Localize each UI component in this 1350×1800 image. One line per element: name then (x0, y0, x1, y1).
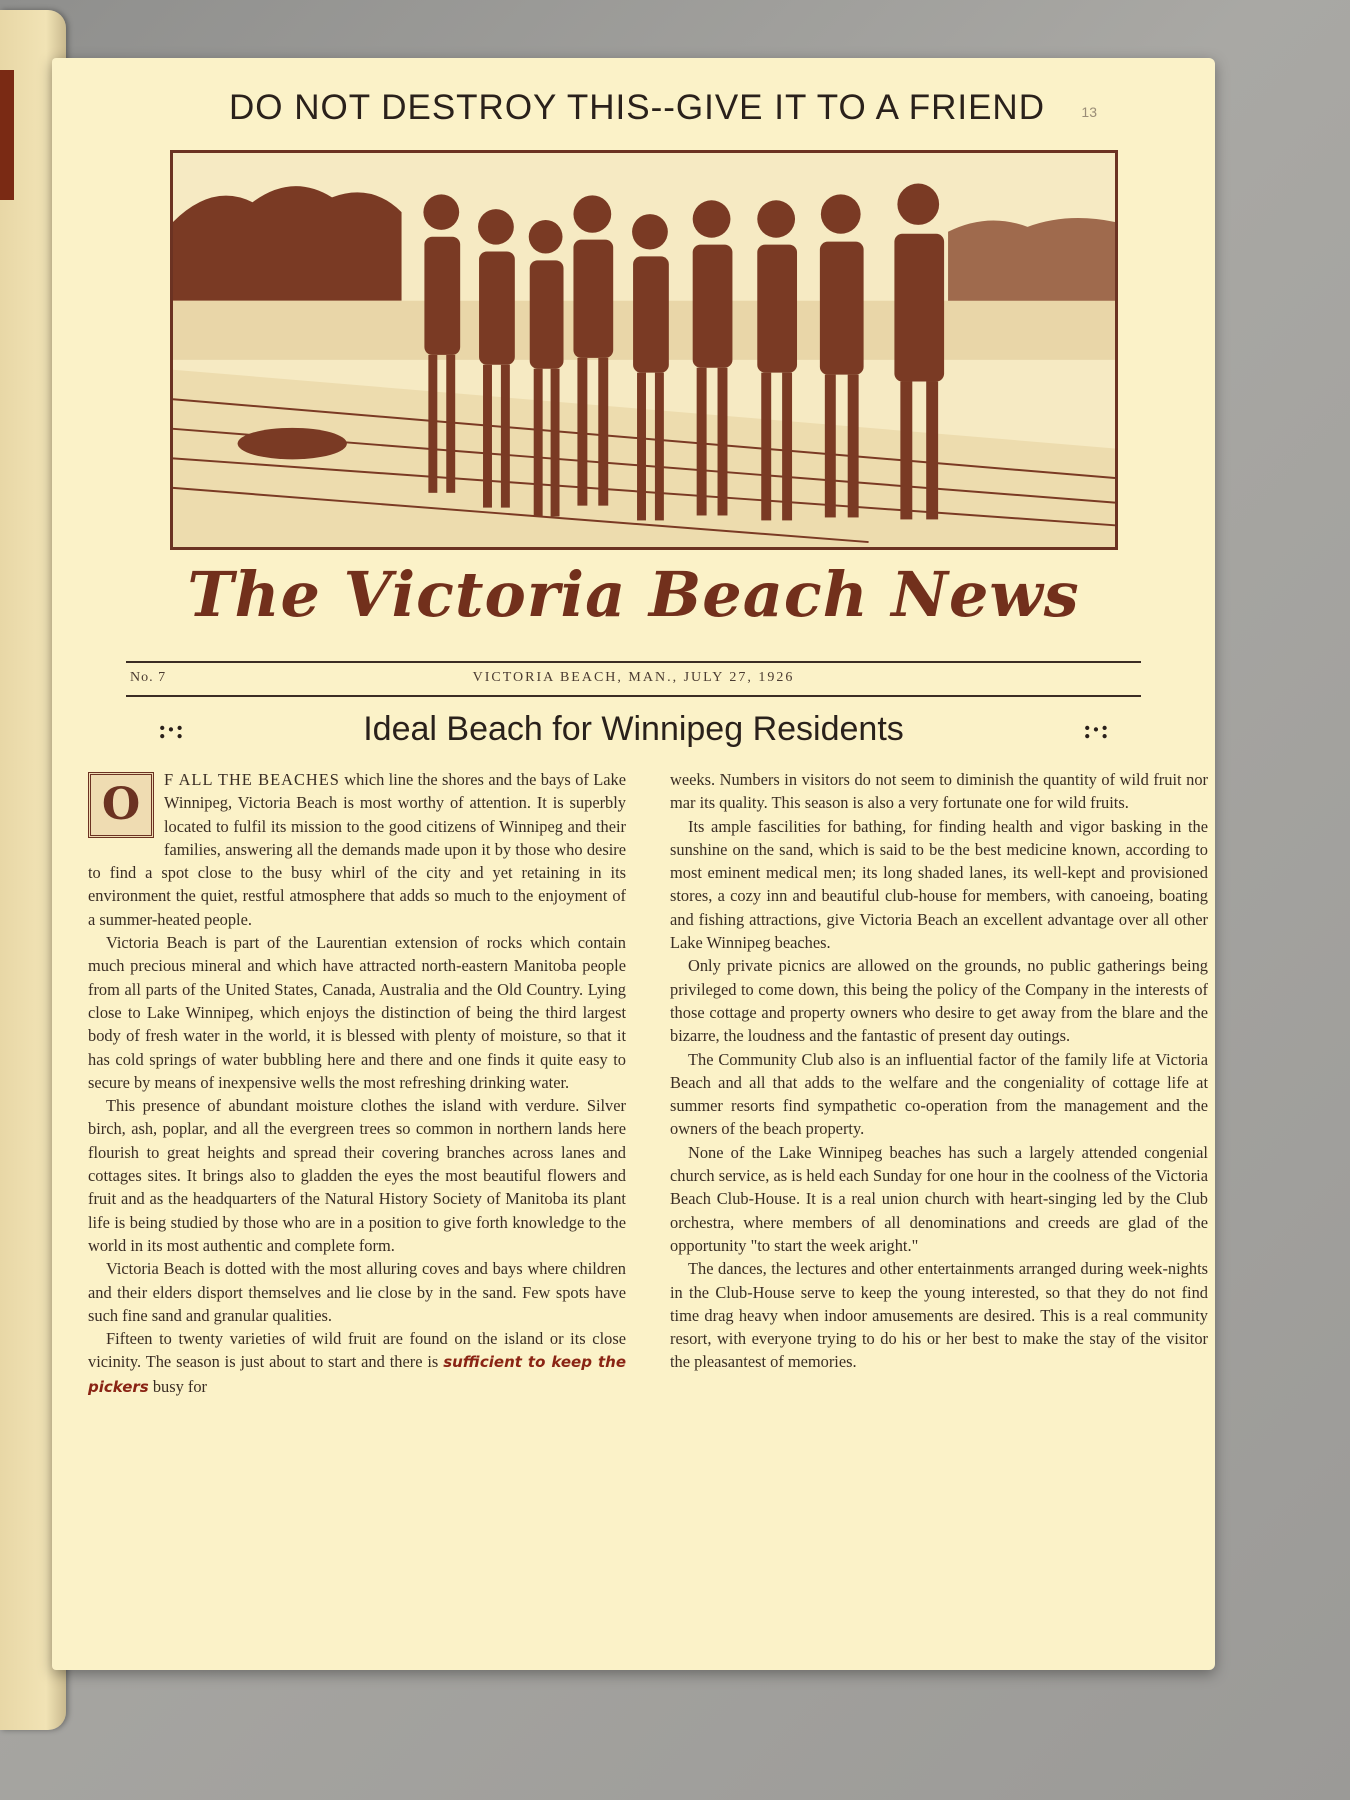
previous-page-print-fragment (0, 70, 14, 200)
masthead-rule-bottom (126, 695, 1141, 697)
drop-cap: O (88, 772, 154, 838)
lead-words: F ALL THE BEACHES (164, 770, 340, 789)
dateline: VICTORIA BEACH, MAN., JULY 27, 1926 (472, 670, 795, 685)
issue-number: No. 7 (130, 670, 167, 685)
article-paragraph: The Community Club also is an influential factor of the family life at Victoria Beach and all that adds to the welfare and the congeniality of cottage life at summer resorts find sympathetic co-operation from the management and the owners of the beach property. (670, 1049, 1208, 1139)
article-paragraph: O F ALL THE BEACHES which line the shores and the bays of Lake Winnipeg, Victoria Beach is most worthy of attention. It is superbly located to fulfil its mission to the good citizens of Winnipeg and their families, answering all the demands made upon it by those who desire to find a spot close to the busy whirl of the city and yet retaining in its environment the quiet, restful atmosphere that adds so much to the enjoyment of a summer-heated people. (88, 770, 626, 929)
article-column-left (88, 768, 626, 1399)
article-headline: Ideal Beach for Winnipeg Residents (363, 710, 904, 748)
bathers-photograph (170, 150, 1118, 550)
article-paragraph: Victoria Beach is dotted with the most alluring coves and bays where children and their elders disport themselves and lie close by in the sand. Few spots have such fine sand and granular qualities. (88, 1259, 626, 1325)
article-paragraph: Fifteen to twenty varieties of wild fruit are found on the island or its close vicinity. The season is just about to start and there is sufficient to keep the pickers busy for (88, 1329, 626, 1396)
ornament-right: :·: (1083, 714, 1109, 744)
article-paragraph: Only private picnics are allowed on the grounds, no public gatherings being privileged to come down, this being the policy of the Company in the interests of those cottage and property owners who desire to get away from the blare and the bizarre, the loudness and the fantastic of present day outings. (670, 956, 1208, 1046)
headline-row (126, 710, 1141, 749)
ornament-left: :·: (158, 714, 184, 744)
article-paragraph: The dances, the lectures and other entertainments arranged during week-nights in the Club-House serve to keep the young interested, so that they do not find time drag heavy when indoor amusements are desired. This is a real community resort, with everyone trying to do his or her best to make the stay of the visitor the pleasantest of memories. (670, 1259, 1208, 1372)
newspaper-page (52, 58, 1215, 1670)
handwritten-correction: sufficient to keep the pickers (88, 1353, 626, 1396)
article-column-right (670, 768, 1208, 1374)
page-number: 13 (1081, 104, 1097, 120)
article-paragraph: Its ample fascilities for bathing, for finding health and vigor basking in the sunshine on the sand, which is said to be the best medicine known, according to most eminent medical men; its long shaded lanes, its well-kept and provisioned stores, a cozy inn and beautiful club-house for members, with canoeing, boating and fishing attractions, give Victoria Beach an excellent advantage over all other Lake Winnipeg beaches. (670, 816, 1208, 953)
top-banner: DO NOT DESTROY THIS--GIVE IT TO A FRIEND (229, 88, 1045, 127)
article-paragraph: weeks. Numbers in visitors do not seem to diminish the quantity of wild fruit nor mar its quality. This season is also a very fortunate one for wild fruits. (670, 770, 1208, 813)
article-paragraph: Victoria Beach is part of the Laurentian extension of rocks which contain much precious mineral and which have attracted north-eastern Manitoba people from all parts of the United States, Canada, Australia and the Old Country. Lying close to Lake Winnipeg, which enjoys the distinction of being the third largest body of fresh water in the world, it is blessed with plenty of moisture, so that it has cold springs of water bubbling here and there and one finds it quite easy to secure by means of inexpensive wells the most refreshing drinking water. (88, 933, 626, 1092)
bathers-illustration (173, 153, 1115, 547)
masthead-rule-top (126, 661, 1141, 663)
article-paragraph: This presence of abundant moisture clothes the island with verdure. Silver birch, ash, poplar, and all the evergreen trees so common in northern lands here flourish to great heights and spread their covering branches across lanes and cottages sites. It brings also to gladden the eyes the most beautiful flowers and fruit and as the headquarters of the Natural History Society of Manitoba its plant life is being studied by those who are in a position to give forth knowledge to the world in its most authentic and complete form. (88, 1096, 626, 1255)
masthead-title: The Victoria Beach News (187, 558, 1080, 631)
article-paragraph: None of the Lake Winnipeg beaches has such a largely attended congenial church service, as is held each Sunday for one hour in the coolness of the Victoria Beach Club-House. It is a real union church with heart-singing led by the Club orchestra, where members of all denominations and creeds are glad of the opportunity "to start the week aright." (670, 1142, 1208, 1255)
